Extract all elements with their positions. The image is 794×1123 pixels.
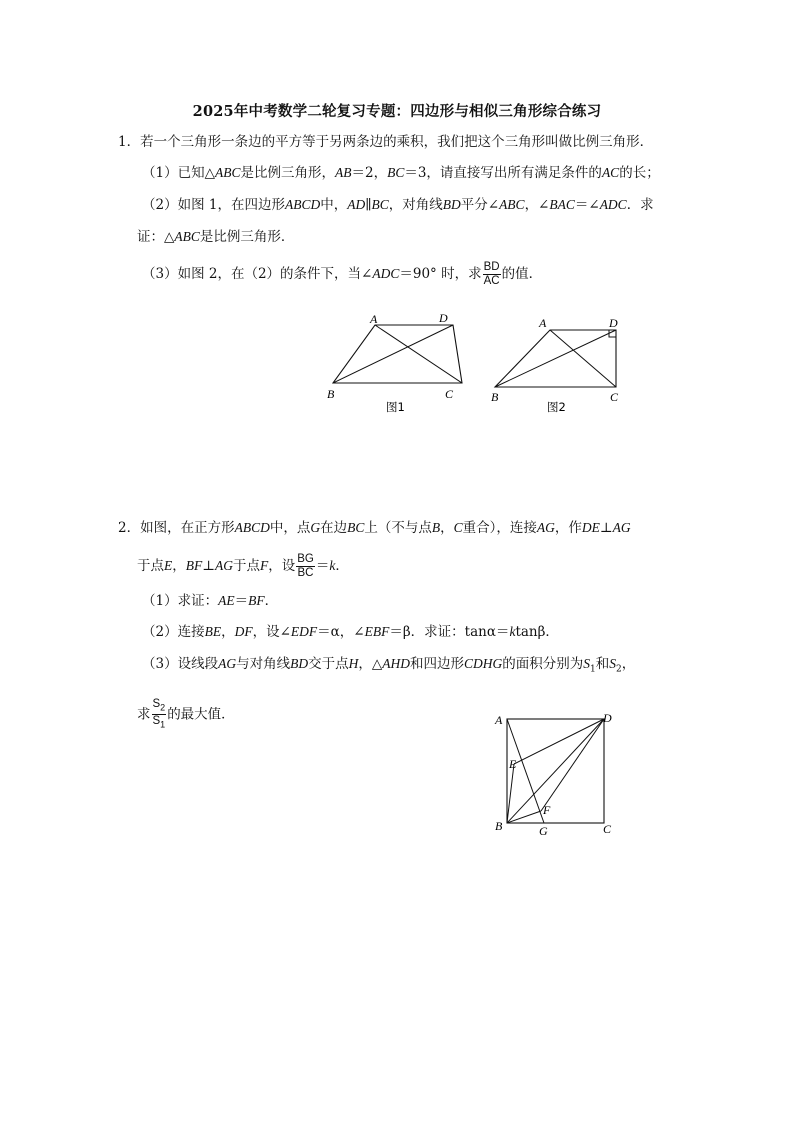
problem-2-part-3: （3）设线段AG与对角线BD交于点H，△AHD和四边形CDHG的面积分别为$S_1$和$S_2$， bbox=[142, 656, 636, 675]
label-d: D bbox=[609, 316, 618, 330]
diagonal-bd bbox=[507, 719, 604, 823]
problem-1-part-1: （1）已知△ABC是比例三角形，AB＝2，BC＝3，请直接写出所有满足条件的AC的长； bbox=[142, 165, 660, 181]
segment-be bbox=[507, 764, 514, 823]
problem-2-line-2: 于点E，BF⊥AG于点F，设 $\frac{BG}{BC}$ ＝k． bbox=[137, 553, 349, 579]
problem-1-intro-text: 若一个三角形一条边的平方等于另两条边的乘积，我们把这个三角形叫做比例三角形． bbox=[140, 134, 654, 150]
label-f: F bbox=[543, 803, 551, 817]
label-c: C bbox=[603, 822, 612, 836]
diagonal-bd bbox=[495, 330, 616, 387]
segment-de bbox=[514, 719, 604, 764]
problem-2-number: 2． bbox=[118, 520, 141, 536]
diagonal-ac bbox=[375, 325, 462, 383]
figure-1-trapezoid bbox=[320, 308, 470, 418]
label-g: G bbox=[539, 824, 548, 838]
trapezoid-outline bbox=[333, 325, 462, 383]
problem-2-part-2: （2）连接BE，DF，设∠EDF＝α，∠EBF＝β．求证：tanα＝ktanβ． bbox=[142, 624, 559, 640]
problem-2-part-1: （1）求证：AE＝BF． bbox=[142, 593, 279, 609]
figure-1-caption: 图1 bbox=[386, 400, 405, 414]
label-a: A bbox=[370, 312, 378, 326]
label-c: C bbox=[610, 390, 619, 404]
page-title: 2025年中考数学二轮复习专题：四边形与相似三角形综合练习 bbox=[192, 103, 602, 120]
fraction-bd-over-ac: $\frac{BD}{AC}$ bbox=[483, 261, 500, 287]
segment-df bbox=[541, 719, 604, 811]
diagonal-ac bbox=[550, 330, 616, 387]
label-a: A bbox=[539, 316, 547, 330]
label-d: D bbox=[439, 311, 448, 325]
problem-1-part-2-continued: 证：△ABC是比例三角形． bbox=[137, 229, 295, 245]
problem-1-intro bbox=[118, 132, 653, 152]
figure-square-abcd bbox=[488, 705, 628, 845]
fraction-s2-over-s1: $\frac{S_2}{S_1}$ bbox=[152, 698, 166, 730]
diagonal-bd bbox=[333, 325, 453, 383]
segment-ag bbox=[507, 719, 544, 823]
problem-2-part-3-continued: 求 $\frac{S_2}{S_1}$ 的最大值． bbox=[137, 698, 235, 730]
label-d: D bbox=[603, 711, 612, 725]
label-b: B bbox=[491, 390, 499, 404]
figure-2-caption: 图2 bbox=[547, 400, 566, 414]
fraction-bg-over-bc: $\frac{BG}{BC}$ bbox=[297, 553, 314, 579]
problem-1-part-3: （3）如图 2，在（2）的条件下，当∠ADC＝90° 时，求 $\frac{BD}{AC}$ 的值． bbox=[142, 261, 543, 287]
right-angle-mark bbox=[609, 330, 616, 337]
problem-1-number: 1． bbox=[118, 134, 141, 150]
problem-1-part-2: （2）如图 1，在四边形ABCD中，AD∥BC，对角线BD平分∠ABC，∠BAC＝∠ADC．求 bbox=[142, 197, 654, 213]
figure-2-right-trapezoid bbox=[485, 308, 635, 418]
problem-2-line-1: 2．如图，在正方形ABCD中，点G在边BC上（不与点B，C重合），连接AG，作DE⊥AG bbox=[118, 520, 631, 536]
label-a: A bbox=[495, 713, 503, 727]
label-e: E bbox=[509, 757, 517, 771]
label-b: B bbox=[327, 387, 335, 401]
label-b: B bbox=[495, 819, 503, 833]
label-c: C bbox=[445, 387, 454, 401]
